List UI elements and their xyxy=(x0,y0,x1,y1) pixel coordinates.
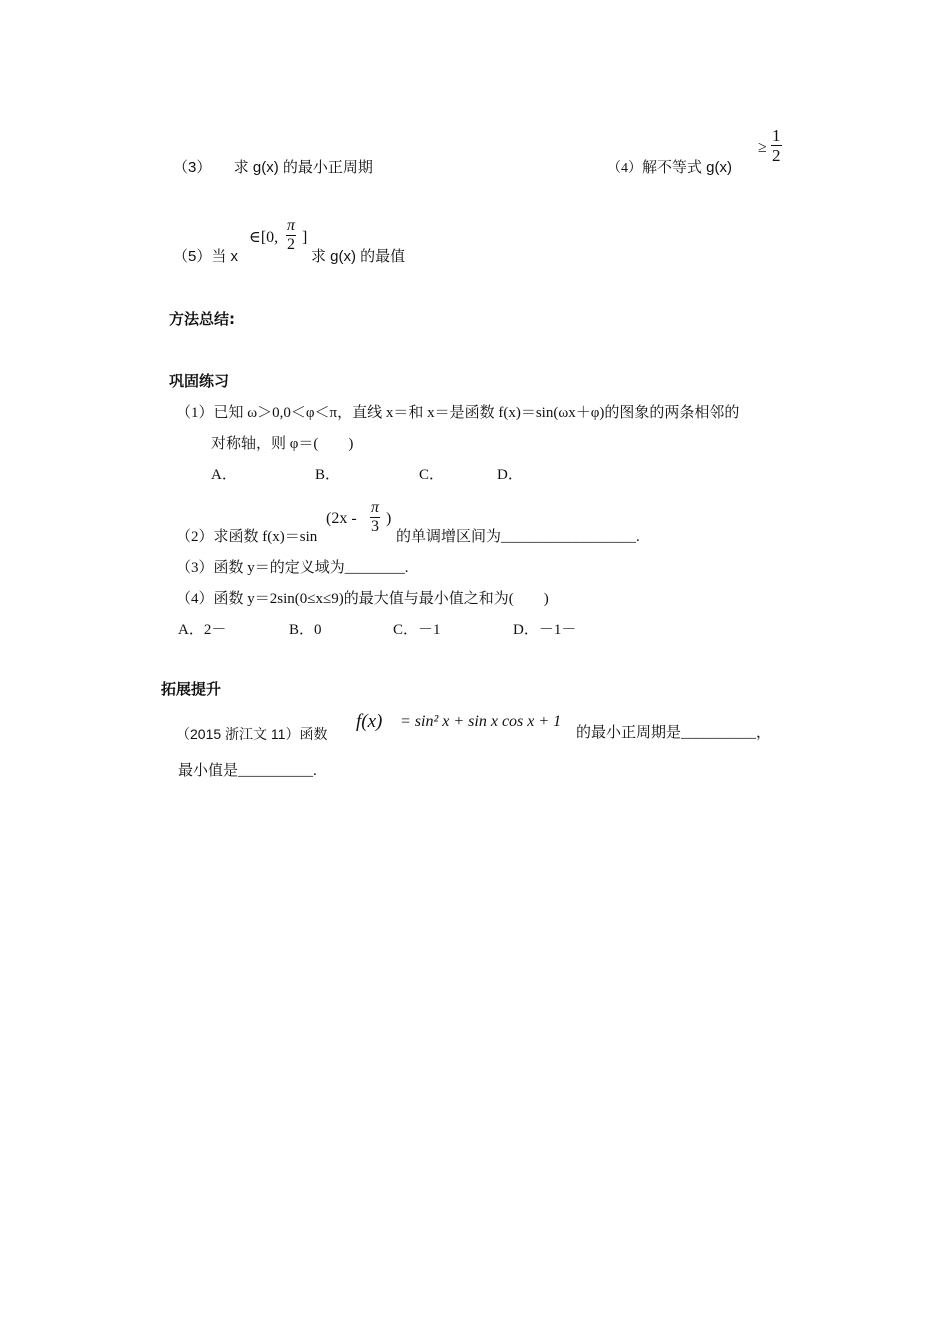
practice-1-option-c: C． xyxy=(419,467,445,483)
practice-4-option-b: B．0 xyxy=(289,622,322,638)
fraction-denominator: 2 xyxy=(287,236,295,253)
extension-source: （2015 浙江文 11）函数 xyxy=(176,726,328,742)
practice-1-line-1: （1）已知 ω＞0,0＜φ＜π，直线 x＝和 x＝是函数 f(x)＝sin(ωx＋φ)的图象的两条相邻的 xyxy=(176,405,740,421)
extension-suffix: 的最小正周期是__________， xyxy=(576,725,772,741)
question-4-text: 解不等式 g(x) xyxy=(642,159,733,176)
question-3 xyxy=(173,160,373,175)
question-4-number: （4） xyxy=(607,161,642,176)
question-5-fraction xyxy=(286,218,296,253)
practice-4-option-d: D．－1－ xyxy=(513,622,577,638)
extension-heading: 拓展提升 xyxy=(161,680,222,698)
practice-3: （3）函数 y＝的定义域为________. xyxy=(176,560,409,576)
interval-close: ] xyxy=(302,229,308,246)
question-5-prefix: （5）当 x xyxy=(173,248,239,265)
method-summary-heading: 方法总结: xyxy=(169,310,235,328)
fraction-denominator: 3 xyxy=(371,518,379,535)
practice-4-option-a: A．2－ xyxy=(178,622,227,638)
question-4 xyxy=(607,160,732,176)
question-4-fraction xyxy=(771,127,782,164)
extension-line-2: 最小值是__________. xyxy=(178,763,317,779)
practice-4-option-c: C．－1 xyxy=(393,622,441,638)
practice-heading: 巩固练习 xyxy=(169,372,230,390)
practice-2-prefix: （2）求函数 f(x)＝sin xyxy=(176,529,318,545)
paren-close: ) xyxy=(386,510,392,527)
question-5-suffix: 求 g(x) 的最值 xyxy=(311,248,406,265)
fraction-numerator: 1 xyxy=(772,126,781,145)
question-3-number: （3） xyxy=(173,159,212,176)
interval-open: ∈[0, xyxy=(249,229,279,246)
fraction-denominator: 2 xyxy=(772,146,781,165)
practice-2-suffix: 的单调增区间为__________________. xyxy=(396,529,640,545)
practice-2-fraction xyxy=(370,500,380,535)
formula-lhs: f(x) xyxy=(356,711,383,732)
question-3-text: 求 g(x) 的最小正周期 xyxy=(233,159,373,176)
geq-sign: ≥ xyxy=(758,139,767,156)
fraction-numerator: π xyxy=(287,217,296,234)
paren-open: (2x - xyxy=(326,510,357,527)
practice-1-option-a: A． xyxy=(211,467,237,483)
fraction-numerator: π xyxy=(371,499,380,516)
practice-4: （4）函数 y＝2sin(0≤x≤9)的最大值与最小值之和为( ) xyxy=(176,591,549,607)
practice-1-option-b: B． xyxy=(315,467,341,483)
formula-rhs: = sin² x + sin x cos x + 1 xyxy=(400,713,562,730)
practice-1-line-2: 对称轴，则 φ＝( ) xyxy=(211,436,354,452)
practice-1-option-d: D． xyxy=(497,467,523,483)
